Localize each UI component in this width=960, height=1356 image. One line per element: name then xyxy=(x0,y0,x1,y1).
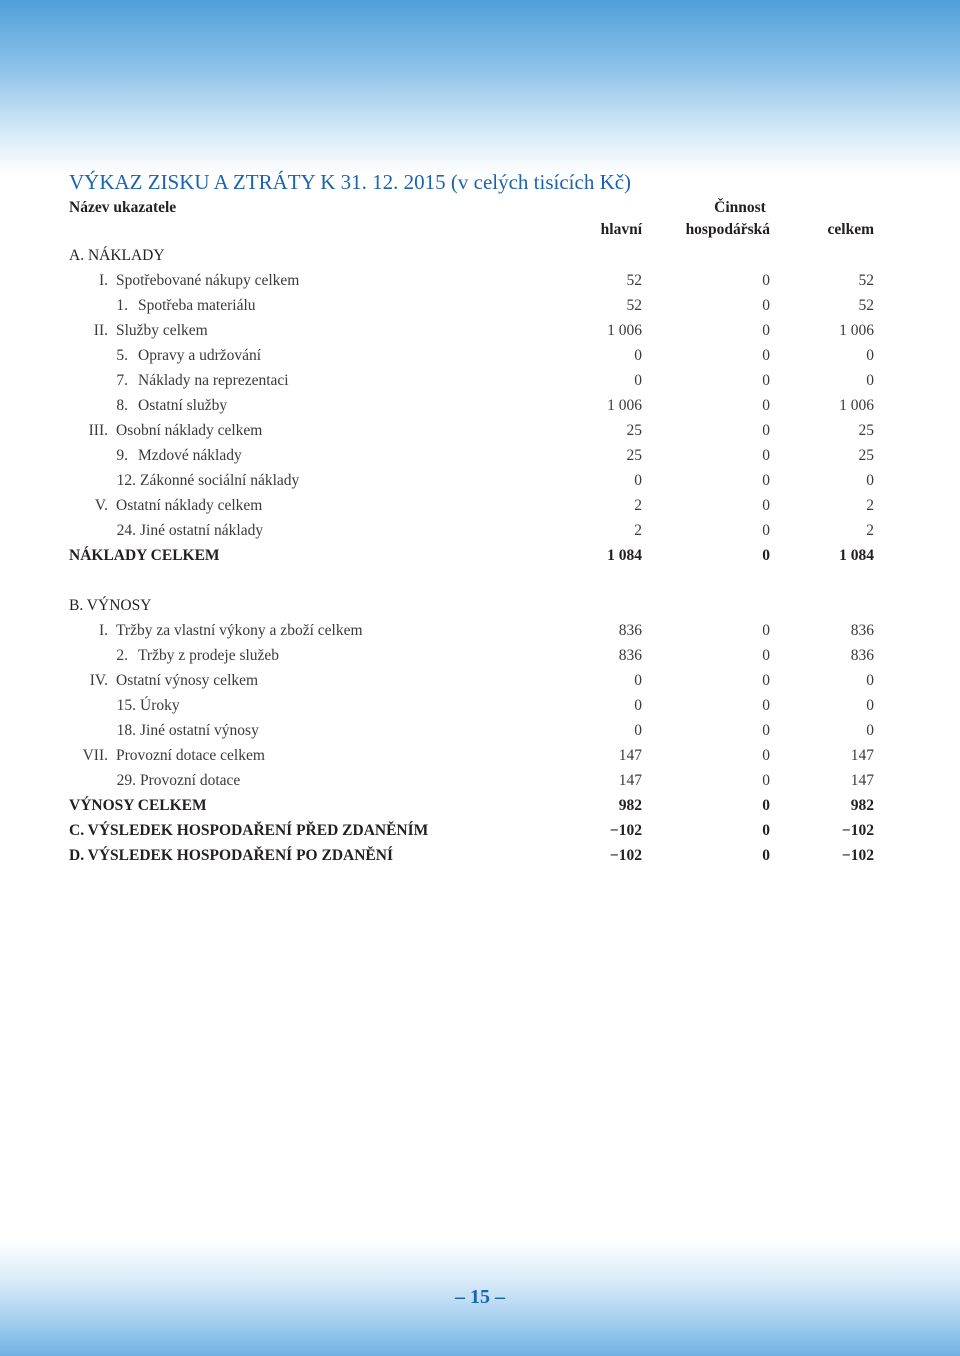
value-total: 0 xyxy=(866,472,874,489)
row-label: Jiné ostatní náklady xyxy=(140,522,264,539)
table-row xyxy=(0,418,960,443)
report-title: VÝKAZ ZISKU A ZTRÁTY K 31. 12. 2015 (v celých tisících Kč) xyxy=(69,170,632,194)
roman-numeral: VII. xyxy=(82,747,108,764)
value-economic: 0 xyxy=(762,772,770,789)
value-economic: 0 xyxy=(762,497,770,514)
item-number: 12. xyxy=(116,472,136,489)
item-number: 1. xyxy=(116,297,128,314)
roman-numeral: IV. xyxy=(89,672,108,689)
total-row xyxy=(0,818,960,843)
value-main: 0 xyxy=(634,722,642,739)
table-row xyxy=(0,718,960,743)
col-header-economic: hospodářská xyxy=(685,221,770,238)
table-row xyxy=(0,643,960,668)
value-main: −102 xyxy=(609,847,642,864)
value-economic: 0 xyxy=(762,322,770,339)
row-label: Úroky xyxy=(140,697,180,714)
roman-numeral: I. xyxy=(98,622,108,639)
value-main: −102 xyxy=(609,822,642,839)
value-total: 836 xyxy=(850,647,874,664)
value-main: 0 xyxy=(634,697,642,714)
row-label: Jiné ostatní výnosy xyxy=(140,722,259,739)
row-label: Osobní náklady celkem xyxy=(116,422,263,439)
table-row xyxy=(0,693,960,718)
value-economic: 0 xyxy=(762,272,770,289)
row-label: Tržby z prodeje služeb xyxy=(138,647,280,664)
value-total: 2 xyxy=(866,522,874,539)
indicator-name-header: Název ukazatele xyxy=(69,199,177,216)
value-main: 0 xyxy=(634,347,642,364)
item-number: 24. xyxy=(116,522,136,539)
item-number: 29. xyxy=(116,772,136,789)
item-number: 18. xyxy=(116,722,136,739)
value-economic: 0 xyxy=(762,547,770,564)
row-label: B. VÝNOSY xyxy=(69,597,152,614)
row-label: A. NÁKLADY xyxy=(69,247,165,264)
roman-numeral: V. xyxy=(94,497,108,514)
item-number: 7. xyxy=(116,372,128,389)
roman-numeral: II. xyxy=(93,322,108,339)
item-number: 5. xyxy=(116,347,128,364)
value-total: 52 xyxy=(858,272,874,289)
value-total: 0 xyxy=(866,672,874,689)
total-row xyxy=(0,543,960,568)
table-row xyxy=(0,518,960,543)
value-total: 147 xyxy=(850,747,874,764)
value-total: 1 006 xyxy=(839,322,874,339)
value-total: 982 xyxy=(850,797,874,814)
value-main: 1 006 xyxy=(607,397,642,414)
value-total: −102 xyxy=(841,822,874,839)
table-row xyxy=(0,743,960,768)
value-economic: 0 xyxy=(762,372,770,389)
row-label: D. VÝSLEDEK HOSPODAŘENÍ PO ZDANĚNÍ xyxy=(69,847,393,864)
value-main: 2 xyxy=(634,497,642,514)
value-main: 836 xyxy=(618,647,642,664)
value-economic: 0 xyxy=(762,622,770,639)
table-row xyxy=(0,343,960,368)
value-total: 0 xyxy=(866,347,874,364)
row-label: Ostatní výnosy celkem xyxy=(116,672,259,689)
row-label: Provozní dotace xyxy=(140,772,241,789)
total-row xyxy=(0,843,960,868)
value-economic: 0 xyxy=(762,672,770,689)
value-economic: 0 xyxy=(762,472,770,489)
value-economic: 0 xyxy=(762,747,770,764)
activity-group-header: Činnost xyxy=(714,199,766,216)
row-label: Spotřeba materiálu xyxy=(138,297,256,314)
roman-numeral: I. xyxy=(98,272,108,289)
table-row xyxy=(0,493,960,518)
table-row xyxy=(0,293,960,318)
row-label: Ostatní služby xyxy=(138,397,228,414)
value-main: 1 006 xyxy=(607,322,642,339)
item-number: 9. xyxy=(116,447,128,464)
table-row xyxy=(0,468,960,493)
value-main: 0 xyxy=(634,472,642,489)
value-economic: 0 xyxy=(762,822,770,839)
table-row xyxy=(0,443,960,468)
table-row xyxy=(0,368,960,393)
item-number: 15. xyxy=(116,697,136,714)
value-main: 2 xyxy=(634,522,642,539)
value-main: 0 xyxy=(634,672,642,689)
value-total: 0 xyxy=(866,722,874,739)
value-main: 147 xyxy=(618,772,642,789)
value-main: 52 xyxy=(626,297,642,314)
row-label: Zákonné sociální náklady xyxy=(140,472,300,489)
row-label: Služby celkem xyxy=(116,322,208,339)
value-economic: 0 xyxy=(762,847,770,864)
row-label: Tržby za vlastní výkony a zboží celkem xyxy=(116,622,363,639)
row-label: VÝNOSY CELKEM xyxy=(69,797,207,814)
item-number: 8. xyxy=(116,397,128,414)
value-main: 52 xyxy=(626,272,642,289)
value-economic: 0 xyxy=(762,397,770,414)
value-main: 982 xyxy=(618,797,642,814)
value-economic: 0 xyxy=(762,647,770,664)
value-total: −102 xyxy=(841,847,874,864)
value-economic: 0 xyxy=(762,522,770,539)
value-total: 2 xyxy=(866,497,874,514)
value-main: 25 xyxy=(626,447,642,464)
value-main: 25 xyxy=(626,422,642,439)
value-total: 0 xyxy=(866,697,874,714)
value-economic: 0 xyxy=(762,447,770,464)
value-economic: 0 xyxy=(762,697,770,714)
row-label: Mzdové náklady xyxy=(138,447,242,464)
section-row xyxy=(0,243,960,268)
value-total: 1 084 xyxy=(839,547,874,564)
value-economic: 0 xyxy=(762,722,770,739)
table-row xyxy=(0,268,960,293)
roman-numeral: III. xyxy=(88,422,108,439)
value-economic: 0 xyxy=(762,422,770,439)
value-main: 0 xyxy=(634,372,642,389)
value-economic: 0 xyxy=(762,297,770,314)
value-total: 147 xyxy=(850,772,874,789)
value-main: 836 xyxy=(618,622,642,639)
value-total: 25 xyxy=(858,422,874,439)
row-label: C. VÝSLEDEK HOSPODAŘENÍ PŘED ZDANĚNÍM xyxy=(69,822,429,839)
page-number: – 15 – xyxy=(455,1286,505,1308)
value-main: 147 xyxy=(618,747,642,764)
row-label: Opravy a udržování xyxy=(138,347,262,364)
table-row xyxy=(0,393,960,418)
table-row xyxy=(0,768,960,793)
top-gradient-band xyxy=(0,0,960,175)
section-row xyxy=(0,593,960,618)
table-row xyxy=(0,318,960,343)
value-total: 52 xyxy=(858,297,874,314)
table-row xyxy=(0,618,960,643)
value-economic: 0 xyxy=(762,347,770,364)
row-label: Provozní dotace celkem xyxy=(116,747,265,764)
value-economic: 0 xyxy=(762,797,770,814)
value-total: 836 xyxy=(850,622,874,639)
value-total: 0 xyxy=(866,372,874,389)
row-label: NÁKLADY CELKEM xyxy=(69,547,220,564)
table-row xyxy=(0,668,960,693)
value-total: 25 xyxy=(858,447,874,464)
value-total: 1 006 xyxy=(839,397,874,414)
item-number: 2. xyxy=(116,647,128,664)
total-row xyxy=(0,793,960,818)
value-main: 1 084 xyxy=(607,547,642,564)
col-header-main: hlavní xyxy=(600,221,642,238)
col-header-total: celkem xyxy=(827,221,874,238)
row-label: Ostatní náklady celkem xyxy=(116,497,263,514)
row-label: Náklady na reprezentaci xyxy=(138,372,289,389)
row-label: Spotřebované nákupy celkem xyxy=(116,272,300,289)
